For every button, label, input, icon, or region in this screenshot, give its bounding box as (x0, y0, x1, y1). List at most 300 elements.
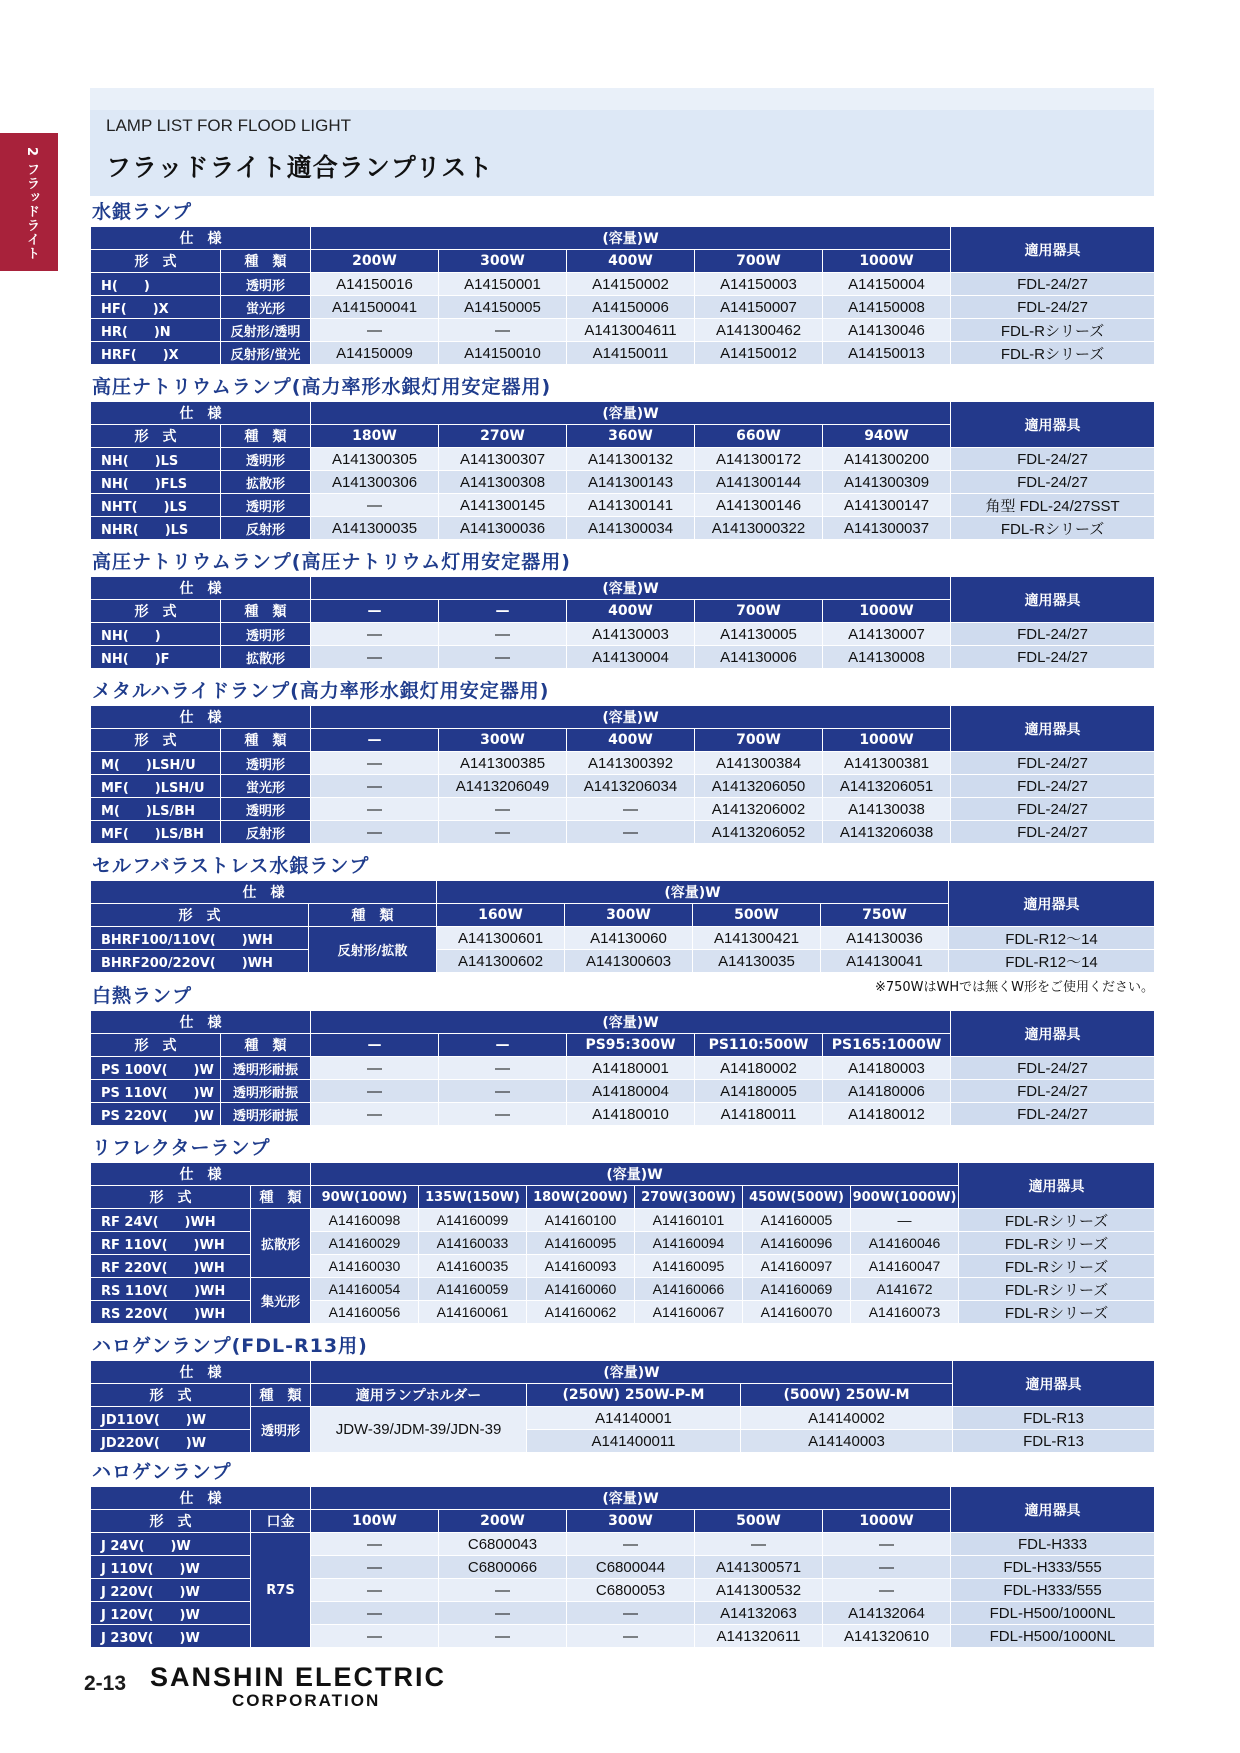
section-title: セルフバラストレス水銀ランプ (92, 855, 370, 877)
part-number-cell: A14130046 (823, 319, 951, 342)
wattage-header: 300W (567, 1510, 695, 1533)
table-row (91, 752, 1155, 775)
model-cell: NH( ) (91, 623, 221, 646)
part-number-cell: — (311, 1080, 439, 1103)
part-number-cell: — (311, 752, 439, 775)
part-number-cell: — (823, 1579, 951, 1602)
table-row (91, 775, 1155, 798)
part-number-cell: A141300307 (439, 448, 567, 471)
part-number-cell: A14160059 (419, 1278, 527, 1301)
model-cell: J 230V( )W (91, 1625, 251, 1648)
part-number-cell: — (695, 1533, 823, 1556)
wattage-header: 400W (567, 600, 695, 623)
lamp-table (90, 705, 1155, 844)
part-number-cell: A141300037 (823, 517, 951, 540)
part-number-cell: A14160099 (419, 1209, 527, 1232)
capacity-header: (容量)W (437, 881, 949, 904)
part-number-cell: — (311, 821, 439, 844)
part-number-cell: A14160093 (527, 1255, 635, 1278)
wattage-header: 900W(1000W) (851, 1186, 959, 1209)
model-cell: MF( )LSH/U (91, 775, 221, 798)
fixture-cell: FDL-Rシリーズ (951, 342, 1155, 365)
part-number-cell: — (567, 798, 695, 821)
part-number-cell: — (311, 646, 439, 669)
part-number-cell: — (439, 1057, 567, 1080)
section-title: メタルハライドランプ(高力率形水銀灯用安定器用) (92, 680, 550, 702)
section-mercury (90, 198, 1154, 365)
model-cell: NH( )FLS (91, 471, 221, 494)
company-logo: SANSHIN ELECTRIC (150, 1662, 447, 1692)
part-number-cell: A1413206050 (695, 775, 823, 798)
wattage-header: 300W (439, 250, 567, 273)
lamp-table (90, 1162, 1155, 1324)
part-number-cell: A14150006 (567, 296, 695, 319)
wattage-header: 1000W (823, 729, 951, 752)
part-number-cell: — (311, 1533, 439, 1556)
part-number-cell: A14160095 (527, 1232, 635, 1255)
table-row (91, 1301, 1155, 1324)
wattage-header: — (311, 1034, 439, 1057)
fixture-cell: FDL-H500/1000NL (951, 1625, 1155, 1648)
part-number-cell: A141320610 (823, 1625, 951, 1648)
part-number-cell: A141500041 (311, 296, 439, 319)
lamp-table (90, 1486, 1155, 1648)
part-number-cell: — (311, 319, 439, 342)
part-number-cell: — (851, 1209, 959, 1232)
model-cell: BHRF200/220V( )WH (91, 950, 309, 973)
part-number-cell: A141300385 (439, 752, 567, 775)
wattage-header: 450W(500W) (743, 1186, 851, 1209)
fixture-cell: FDL-H500/1000NL (951, 1602, 1155, 1625)
wattage-header: — (311, 729, 439, 752)
lamp-table (90, 1360, 1155, 1453)
part-number-cell: A141300141 (567, 494, 695, 517)
part-number-cell: A1413206052 (695, 821, 823, 844)
part-number-cell: — (311, 1625, 439, 1648)
model-cell: HF( )X (91, 296, 221, 319)
kind-cell: 拡散形 (251, 1209, 311, 1278)
section-metal-halide (90, 677, 1154, 844)
part-number-cell: A14130003 (567, 623, 695, 646)
model-cell: H( ) (91, 273, 221, 296)
part-number-cell: A141300601 (437, 927, 565, 950)
part-number-cell: A14160097 (743, 1255, 851, 1278)
part-number-cell: A141300036 (439, 517, 567, 540)
capacity-header: (容量)W (311, 1163, 959, 1186)
spec-header: 仕 様 (91, 706, 311, 729)
kind-cell: 反射形/透明 (221, 319, 311, 342)
capacity-header: (容量)W (311, 1361, 953, 1384)
table-row (91, 517, 1155, 540)
section-title: 高圧ナトリウムランプ(高圧ナトリウム灯用安定器用) (92, 551, 571, 573)
spec-header: 仕 様 (91, 1011, 311, 1034)
wattage-header: 90W(100W) (311, 1186, 419, 1209)
part-number-cell: A14160069 (743, 1278, 851, 1301)
fixture-cell: FDL-24/27 (951, 798, 1155, 821)
part-number-cell: A14160066 (635, 1278, 743, 1301)
fixture-cell: FDL-24/27 (951, 448, 1155, 471)
fixture-header: 適用器具 (949, 881, 1155, 927)
fixture-header: 適用器具 (953, 1361, 1155, 1407)
wattage-header: (250W) 250W-P-M (527, 1384, 741, 1407)
part-number-cell: — (439, 1602, 567, 1625)
wattage-header: 1000W (823, 1510, 951, 1533)
part-number-cell: A14150003 (695, 273, 823, 296)
lamp-table (90, 576, 1155, 669)
part-number-cell: A141300392 (567, 752, 695, 775)
model-cell: RF 24V( )WH (91, 1209, 251, 1232)
holder-cell: JDW-39/JDM-39/JDN-39 (311, 1407, 527, 1453)
wattage-header: 200W (439, 1510, 567, 1533)
model-cell: NH( )LS (91, 448, 221, 471)
model-cell: PS 110V( )W (91, 1080, 221, 1103)
model-cell: J 24V( )W (91, 1533, 251, 1556)
part-number-cell: — (311, 1579, 439, 1602)
fixture-cell: FDL-Rシリーズ (959, 1278, 1155, 1301)
kind-header: 種 類 (221, 600, 311, 623)
part-number-cell: A14150009 (311, 342, 439, 365)
wattage-header: 160W (437, 904, 565, 927)
part-number-cell: A14150008 (823, 296, 951, 319)
kind-cell: 拡散形 (221, 471, 311, 494)
base-header: 口金 (251, 1510, 311, 1533)
wattage-header: 700W (695, 600, 823, 623)
part-number-cell: A141300034 (567, 517, 695, 540)
part-number-cell: — (567, 821, 695, 844)
kind-cell: 透明形 (221, 494, 311, 517)
table-row (91, 1556, 1155, 1579)
fixture-cell: FDL-Rシリーズ (959, 1255, 1155, 1278)
fixture-cell: FDL-24/27 (951, 273, 1155, 296)
lamp-table (90, 226, 1155, 365)
capacity-header: (容量)W (311, 706, 951, 729)
part-number-cell: A14130060 (565, 927, 693, 950)
part-number-cell: A141300035 (311, 517, 439, 540)
table-row (91, 273, 1155, 296)
fixture-cell: FDL-R12～14 (949, 950, 1155, 973)
fixture-header: 適用器具 (951, 1487, 1155, 1533)
fixture-cell: FDL-24/27 (951, 775, 1155, 798)
part-number-cell: A14132063 (695, 1602, 823, 1625)
header-band (90, 88, 1154, 110)
capacity-header: (容量)W (311, 227, 951, 250)
model-header: 形 式 (91, 729, 221, 752)
table-row (91, 1278, 1155, 1301)
wattage-header: 500W (695, 1510, 823, 1533)
spec-header: 仕 様 (91, 1361, 311, 1384)
model-cell: JD220V( )W (91, 1430, 251, 1453)
part-number-cell: — (311, 798, 439, 821)
section-title: 白熱ランプ (92, 985, 193, 1007)
table-row (91, 342, 1155, 365)
table-row (91, 646, 1155, 669)
wattage-header: 180W(200W) (527, 1186, 635, 1209)
part-number-cell: C6800043 (439, 1533, 567, 1556)
part-number-cell: A14180006 (823, 1080, 951, 1103)
part-number-cell: A1413004611 (567, 319, 695, 342)
kind-cell: 反射形 (221, 517, 311, 540)
table-note: ※750WはWHでは無くW形をご使用ください。 (874, 980, 1154, 995)
section-title: ハロゲンランプ(FDL-R13用) (92, 1335, 368, 1357)
kind-cell: 透明形 (221, 623, 311, 646)
fixture-cell: FDL-Rシリーズ (959, 1209, 1155, 1232)
kind-cell: 透明形耐振 (221, 1103, 311, 1126)
wattage-header: 750W (821, 904, 949, 927)
part-number-cell: A14132064 (823, 1602, 951, 1625)
part-number-cell: A14180004 (567, 1080, 695, 1103)
wattage-header: 270W (439, 425, 567, 448)
table-row (91, 319, 1155, 342)
part-number-cell: A14180010 (567, 1103, 695, 1126)
kind-header: 種 類 (221, 729, 311, 752)
lamp-table (90, 401, 1155, 540)
part-number-cell: A14160073 (851, 1301, 959, 1324)
model-cell: BHRF100/110V( )WH (91, 927, 309, 950)
part-number-cell: A14140003 (741, 1430, 953, 1453)
part-number-cell: — (311, 494, 439, 517)
kind-cell: 透明形耐振 (221, 1057, 311, 1080)
model-header: 形 式 (91, 1384, 251, 1407)
part-number-cell: A141672 (851, 1278, 959, 1301)
part-number-cell: A14160096 (743, 1232, 851, 1255)
fixture-cell: FDL-R12～14 (949, 927, 1155, 950)
fixture-header: 適用器具 (951, 706, 1155, 752)
part-number-cell: A14130036 (821, 927, 949, 950)
part-number-cell: A14140001 (527, 1407, 741, 1430)
fixture-cell: FDL-24/27 (951, 752, 1155, 775)
model-header: 形 式 (91, 600, 221, 623)
part-number-cell: A14130008 (823, 646, 951, 669)
wattage-header: 135W(150W) (419, 1186, 527, 1209)
wattage-header: 940W (823, 425, 951, 448)
part-number-cell: A14160056 (311, 1301, 419, 1324)
section-reflector (90, 1134, 1154, 1324)
part-number-cell: A14160035 (419, 1255, 527, 1278)
part-number-cell: — (439, 1080, 567, 1103)
wattage-header: 660W (695, 425, 823, 448)
part-number-cell: A141300384 (695, 752, 823, 775)
part-number-cell: A14150012 (695, 342, 823, 365)
wattage-header: 500W (693, 904, 821, 927)
part-number-cell: A14160029 (311, 1232, 419, 1255)
table-row (91, 1533, 1155, 1556)
spec-header: 仕 様 (91, 1487, 311, 1510)
part-number-cell: A14130038 (823, 798, 951, 821)
section-sodium-mercury-ballast (90, 373, 1154, 540)
part-number-cell: A141300381 (823, 752, 951, 775)
part-number-cell: A14160070 (743, 1301, 851, 1324)
chapter-side-tab (0, 133, 58, 271)
section-halogen-r13 (90, 1332, 1154, 1453)
part-number-cell: A141300309 (823, 471, 951, 494)
wattage-header: — (439, 1034, 567, 1057)
part-number-cell: A14140002 (741, 1407, 953, 1430)
part-number-cell: A1413206002 (695, 798, 823, 821)
spec-header: 仕 様 (91, 1163, 311, 1186)
spec-header: 仕 様 (91, 227, 311, 250)
fixture-cell: FDL-24/27 (951, 471, 1155, 494)
fixture-cell: FDL-24/27 (951, 623, 1155, 646)
table-row (91, 1209, 1155, 1232)
part-number-cell: — (823, 1533, 951, 1556)
section-self-ballasted (90, 852, 1154, 995)
kind-header: 種 類 (221, 1034, 311, 1057)
part-number-cell: A14160094 (635, 1232, 743, 1255)
part-number-cell: — (439, 1579, 567, 1602)
spec-header: 仕 様 (91, 577, 311, 600)
model-header: 形 式 (91, 1510, 251, 1533)
model-cell: PS 100V( )W (91, 1057, 221, 1080)
model-cell: PS 220V( )W (91, 1103, 221, 1126)
part-number-cell: A14160030 (311, 1255, 419, 1278)
model-cell: RF 110V( )WH (91, 1232, 251, 1255)
fixture-cell: FDL-24/27 (951, 646, 1155, 669)
wattage-header: 300W (439, 729, 567, 752)
table-row (91, 1057, 1155, 1080)
model-cell: NH( )F (91, 646, 221, 669)
table-row (91, 1232, 1155, 1255)
wattage-header: 270W(300W) (635, 1186, 743, 1209)
fixture-cell: FDL-24/27 (951, 1080, 1155, 1103)
part-number-cell: A141300145 (439, 494, 567, 517)
part-number-cell: A14160100 (527, 1209, 635, 1232)
fixture-cell: FDL-24/27 (951, 1103, 1155, 1126)
part-number-cell: A14130035 (693, 950, 821, 973)
table-row (91, 1103, 1155, 1126)
model-cell: M( )LS/BH (91, 798, 221, 821)
model-cell: RS 220V( )WH (91, 1301, 251, 1324)
capacity-header: (容量)W (311, 402, 951, 425)
part-number-cell: A14160061 (419, 1301, 527, 1324)
lamp-table (90, 1010, 1155, 1126)
kind-cell: 透明形 (221, 798, 311, 821)
fixture-cell: FDL-24/27 (951, 296, 1155, 319)
section-title: リフレクターランプ (92, 1137, 271, 1159)
table-row (91, 623, 1155, 646)
kind-cell: 反射形/拡散 (309, 927, 437, 973)
part-number-cell: A14160046 (851, 1232, 959, 1255)
part-number-cell: A14130041 (821, 950, 949, 973)
model-header: 形 式 (91, 904, 309, 927)
page-number: 2-13 (84, 1672, 127, 1695)
page-title-en: LAMP LIST FOR FLOOD LIGHT (106, 116, 351, 135)
table-row (91, 494, 1155, 517)
part-number-cell: A14150005 (439, 296, 567, 319)
model-header: 形 式 (91, 250, 221, 273)
part-number-cell: A14130007 (823, 623, 951, 646)
part-number-cell: — (311, 1556, 439, 1579)
table-row (91, 296, 1155, 319)
part-number-cell: — (311, 1602, 439, 1625)
part-number-cell: A14130004 (567, 646, 695, 669)
model-cell: J 220V( )W (91, 1579, 251, 1602)
kind-cell: 透明形耐振 (221, 1080, 311, 1103)
part-number-cell: A141320611 (695, 1625, 823, 1648)
lamp-table (90, 880, 1155, 973)
part-number-cell: A1413206051 (823, 775, 951, 798)
fixture-cell: FDL-Rシリーズ (951, 319, 1155, 342)
part-number-cell: A141300147 (823, 494, 951, 517)
fixture-cell: FDL-H333 (951, 1533, 1155, 1556)
part-number-cell: A14160095 (635, 1255, 743, 1278)
part-number-cell: A141300532 (695, 1579, 823, 1602)
part-number-cell: — (823, 1556, 951, 1579)
part-number-cell: — (311, 1057, 439, 1080)
part-number-cell: A14150004 (823, 273, 951, 296)
part-number-cell: A1413206034 (567, 775, 695, 798)
fixture-cell: 角型 FDL-24/27SST (951, 494, 1155, 517)
wattage-header: (500W) 250W-M (741, 1384, 953, 1407)
fixture-cell: FDL-24/27 (951, 1057, 1155, 1080)
model-cell: M( )LSH/U (91, 752, 221, 775)
part-number-cell: A141300132 (567, 448, 695, 471)
kind-cell: 反射形 (221, 821, 311, 844)
part-number-cell: A141300462 (695, 319, 823, 342)
fixture-cell: FDL-24/27 (951, 821, 1155, 844)
part-number-cell: — (439, 319, 567, 342)
fixture-cell: FDL-R13 (953, 1407, 1155, 1430)
kind-cell: 透明形 (221, 448, 311, 471)
fixture-cell: FDL-H333/555 (951, 1556, 1155, 1579)
model-cell: HRF( )X (91, 342, 221, 365)
part-number-cell: — (311, 623, 439, 646)
part-number-cell: — (439, 1625, 567, 1648)
fixture-header: 適用器具 (951, 1011, 1155, 1057)
model-cell: NHR( )LS (91, 517, 221, 540)
part-number-cell: A14150011 (567, 342, 695, 365)
wattage-header: 700W (695, 250, 823, 273)
wattage-header: PS165:1000W (823, 1034, 951, 1057)
table-row (91, 950, 1155, 973)
kind-cell: 透明形 (251, 1407, 311, 1453)
part-number-cell: A14150001 (439, 273, 567, 296)
kind-cell: 蛍光形 (221, 296, 311, 319)
model-header: 形 式 (91, 1034, 221, 1057)
part-number-cell: A141300305 (311, 448, 439, 471)
base-cell: R7S (251, 1533, 311, 1648)
part-number-cell: — (439, 1103, 567, 1126)
chapter-label: 2 フラッドライト (24, 147, 39, 261)
part-number-cell: A14180001 (567, 1057, 695, 1080)
section-incandescent (90, 982, 1154, 1126)
table-row (91, 798, 1155, 821)
part-number-cell: A141300306 (311, 471, 439, 494)
part-number-cell: — (567, 1533, 695, 1556)
wattage-header: 360W (567, 425, 695, 448)
kind-cell: 蛍光形 (221, 775, 311, 798)
company-logo-sub: CORPORATION (232, 1691, 381, 1710)
wattage-header: 200W (311, 250, 439, 273)
part-number-cell: A14160047 (851, 1255, 959, 1278)
kind-header: 種 類 (221, 425, 311, 448)
table-row (91, 1430, 1155, 1453)
fixture-cell: FDL-Rシリーズ (959, 1232, 1155, 1255)
model-cell: JD110V( )W (91, 1407, 251, 1430)
kind-header: 種 類 (309, 904, 437, 927)
part-number-cell: — (439, 821, 567, 844)
spec-header: 仕 様 (91, 881, 437, 904)
part-number-cell: C6800053 (567, 1579, 695, 1602)
part-number-cell: A141300308 (439, 471, 567, 494)
wattage-header: 400W (567, 250, 695, 273)
wattage-header: 180W (311, 425, 439, 448)
part-number-cell: A141300421 (693, 927, 821, 950)
spec-header: 仕 様 (91, 402, 311, 425)
part-number-cell: A14130006 (695, 646, 823, 669)
fixture-cell: FDL-R13 (953, 1430, 1155, 1453)
model-cell: HR( )N (91, 319, 221, 342)
wattage-header: — (311, 600, 439, 623)
